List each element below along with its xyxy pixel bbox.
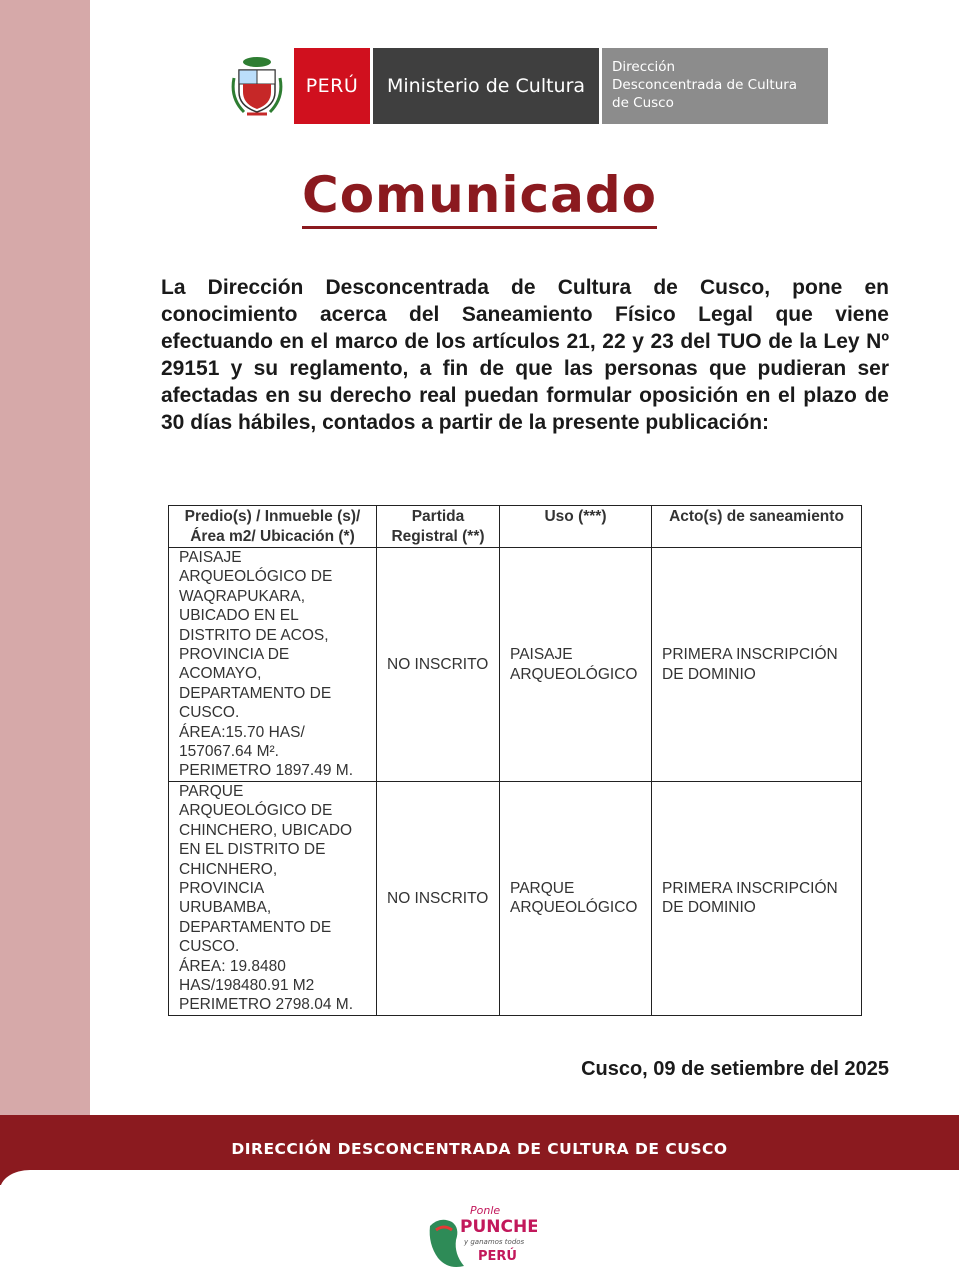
publication-date: Cusco, 09 de setiembre del 2025 [581,1058,889,1080]
directorate-brand-box [602,48,828,124]
cell-partida: NO INSCRITO [377,548,500,782]
ponle-punche-logo [422,1200,537,1274]
logo-text-peru: PERÚ [478,1249,517,1264]
logo-text-punche: PUNCHE [460,1217,537,1237]
ministry-brand-box [373,48,599,124]
title-text: Comunicado [302,166,657,229]
cell-acto: PRIMERA INSCRIPCIÓN DE DOMINIO [652,548,862,782]
footer-label: DIRECCIÓN DESCONCENTRADA DE CULTURA DE CUSCO [231,1140,728,1158]
logo-text-ponle: Ponle [470,1204,501,1217]
cell-predio: PAISAJE ARQUEOLÓGICO DE WAQRAPUKARA, UBICADO EN EL DISTRITO DE ACOS, PROVINCIA DE ACOMAYO, DEPARTAMENTO DE CUSCO. ÁREA:15.70 HAS/ 157067.64 M². PERIMETRO 1897.49 M. [169,548,377,782]
cell-uso: PAISAJE ARQUEOLÓGICO [500,548,652,782]
peru-brand-box [294,48,370,124]
sanitation-table [168,505,862,1016]
cell-partida: NO INSCRITO [377,782,500,1016]
column-header-uso: Uso (***) [500,506,652,548]
intro-paragraph: La Dirección Desconcentrada de Cultura de Cusco, pone en conocimiento acerca del Saneamiento Físico Legal que viene efectuando en el marco de los artículos 21, 22 y 23 del TUO de la Ley Nº 29151 y su reglamento, a fin de que las personas que pudieran ser afectadas en su derecho real puedan formular oposición en el plazo de 30 días hábiles, contados a partir de la presente publicación: [161,276,889,434]
institution-header [229,48,828,124]
peru-label: PERÚ [305,75,359,97]
directorate-line: de Cusco [612,95,674,111]
column-header-partida: Partida Registral (**) [377,506,500,548]
page-title [0,166,959,224]
column-header-acto: Acto(s) de saneamiento [652,506,862,548]
table-row [169,782,862,1016]
ministry-label: Ministerio de Cultura [386,75,586,97]
directorate-line: Dirección [612,59,676,75]
column-header-predio: Predio(s) / Inmueble (s)/ Área m2/ Ubicación (*) [169,506,377,548]
cell-predio: PARQUE ARQUEOLÓGICO DE CHINCHERO, UBICADO EN EL DISTRITO DE CHICNHERO, PROVINCIA URUBAMBA, DEPARTAMENTO DE CUSCO. ÁREA: 19.8480 HAS/198480.91 M2 PERIMETRO 2798.04 M. [169,782,377,1016]
table-header-row [169,506,862,548]
cell-uso: PARQUE ARQUEOLÓGICO [500,782,652,1016]
logo-text-tagline: y ganamos todos [464,1238,525,1246]
cell-acto: PRIMERA INSCRIPCIÓN DE DOMINIO [652,782,862,1016]
directorate-line: Desconcentrada de Cultura [612,77,798,93]
peru-coat-of-arms-icon [229,48,285,124]
table-row [169,548,862,782]
